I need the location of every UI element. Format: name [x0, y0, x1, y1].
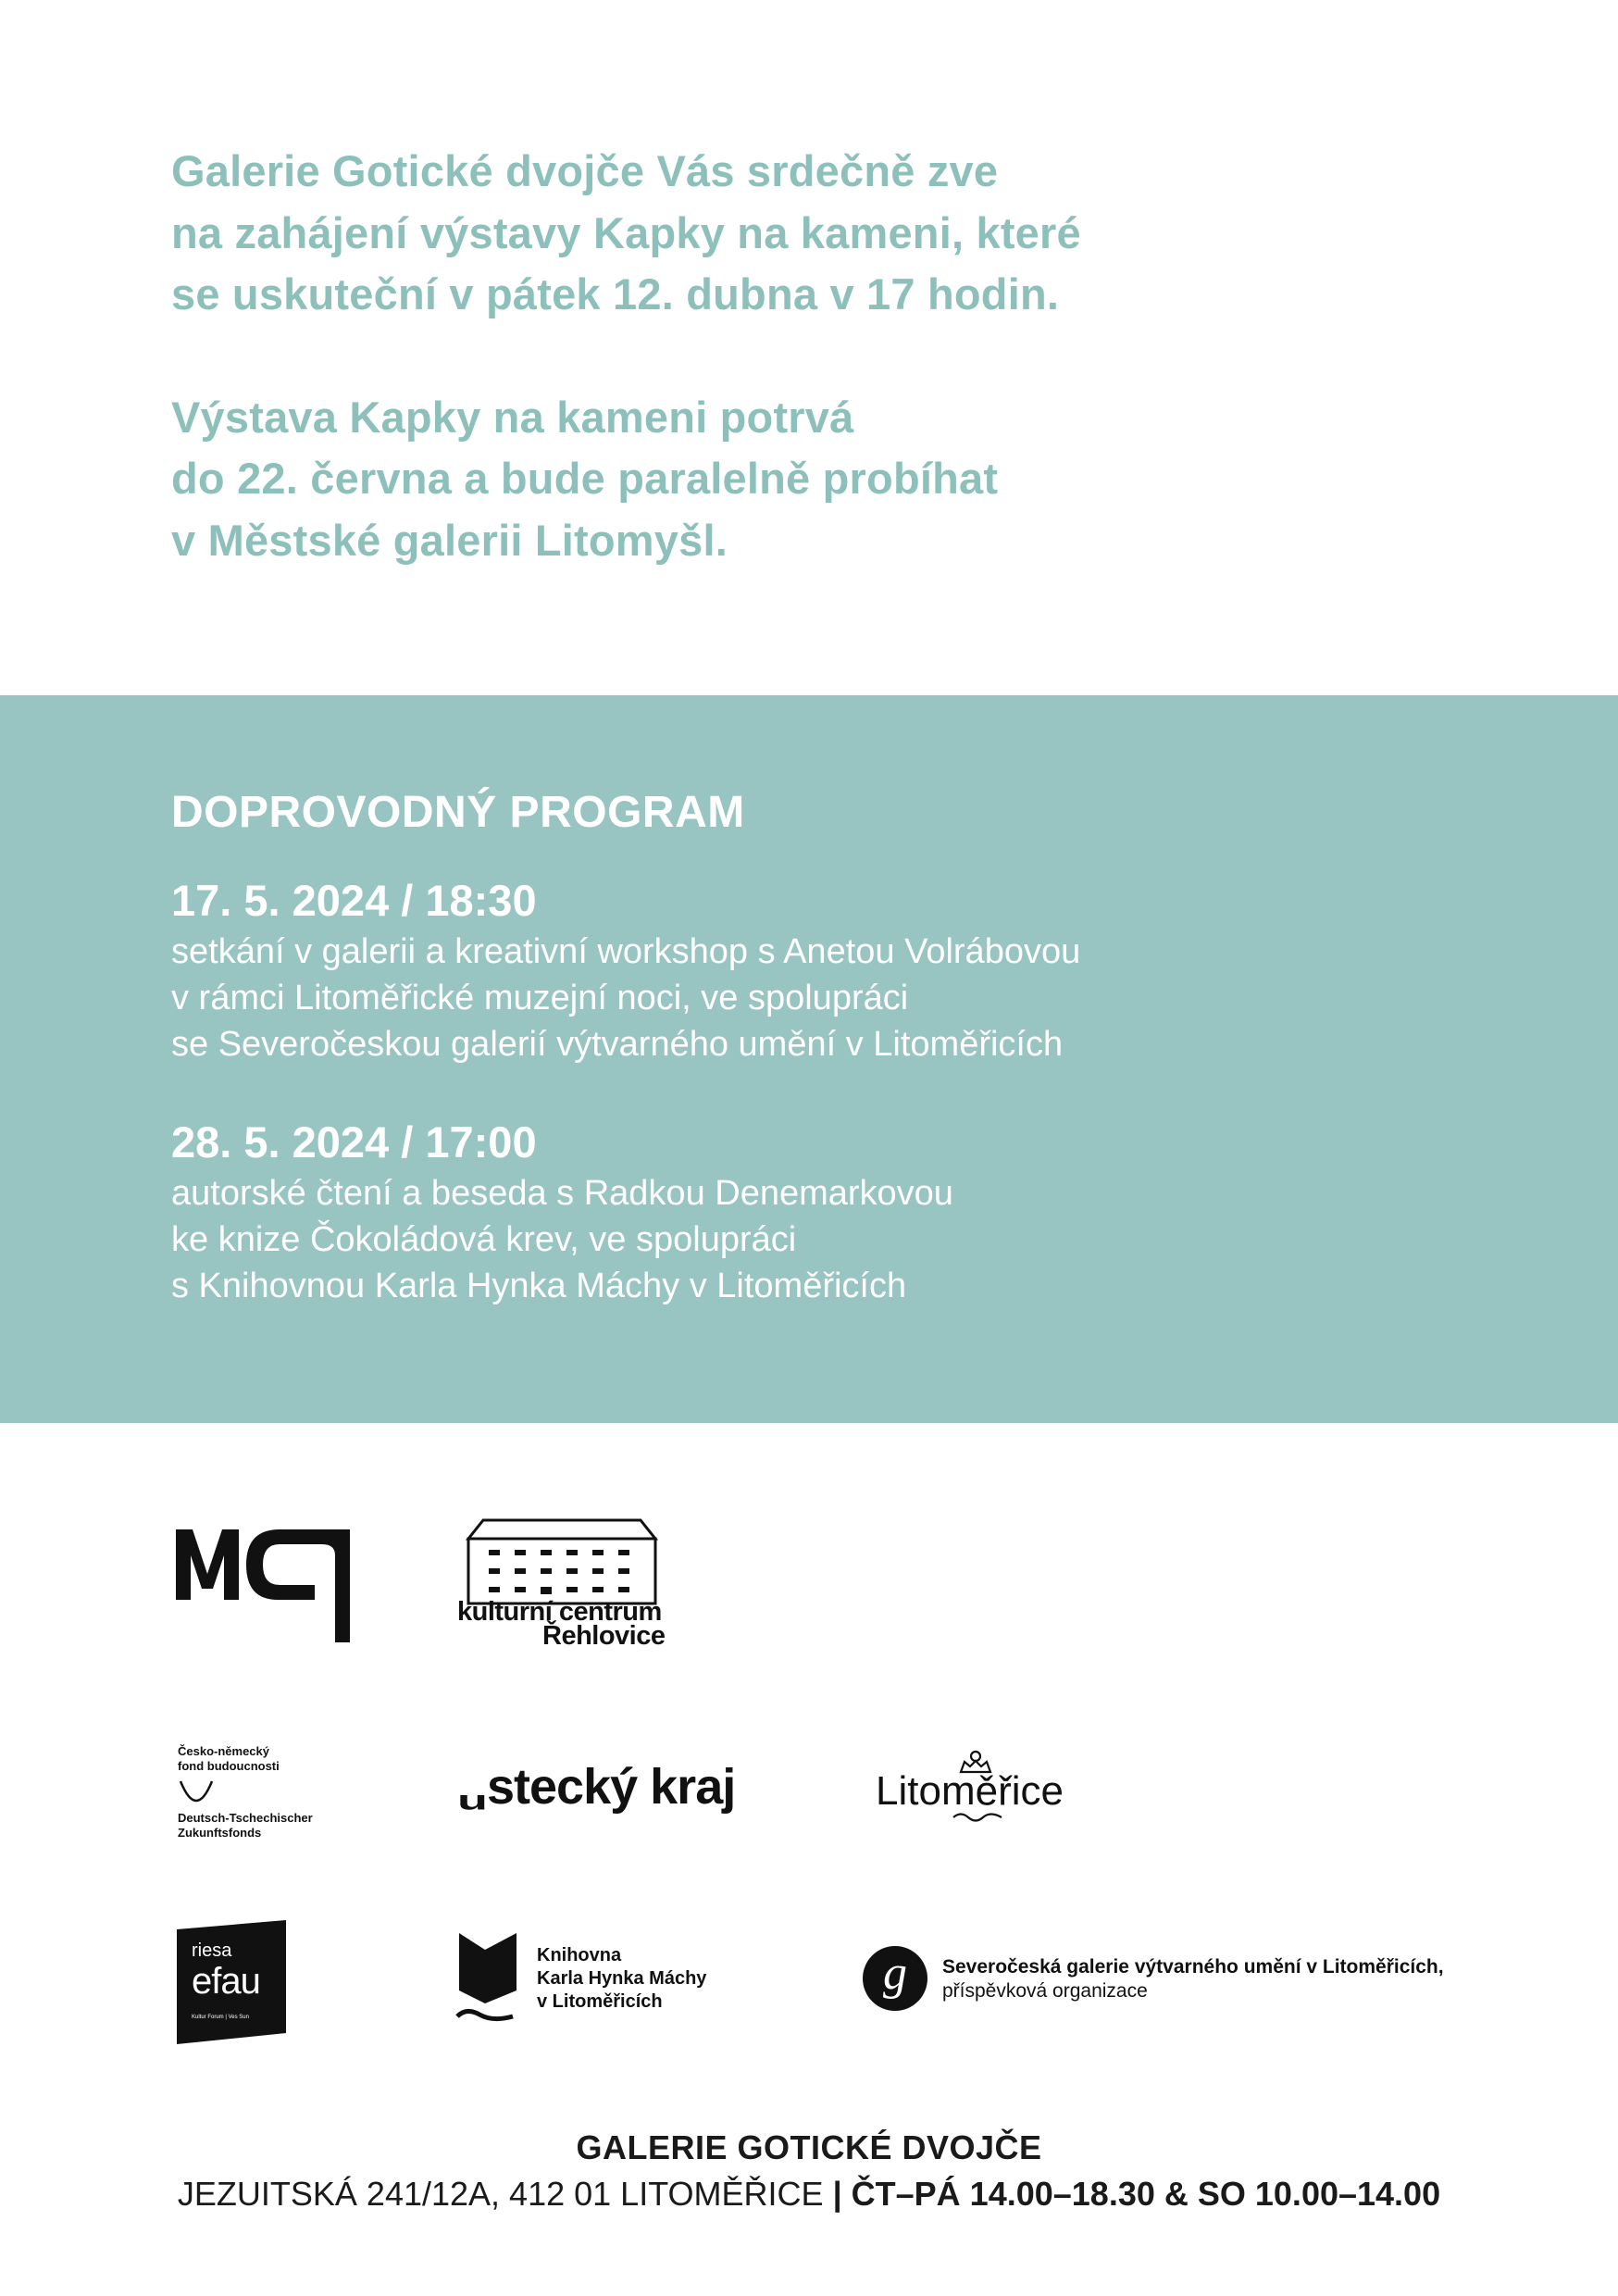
mg-logo — [176, 1529, 352, 1642]
program-heading: DOPROVODNÝ PROGRAM — [171, 788, 745, 837]
fond-line-1: Česko-německý — [178, 1744, 269, 1758]
knihovna-line-3: v Litoměřicích — [537, 1991, 663, 2012]
knihovna-line-2: Karla Hynka Máchy — [537, 1968, 707, 1989]
event-line: s Knihovnou Karla Hynka Máchy v Litoměřicích — [171, 1267, 907, 1305]
fond-logo — [178, 1744, 363, 1846]
svu-line-1: Severočeská galerie výtvarného umění v Litoměřicích, — [942, 1956, 1444, 1978]
ustecky-prefix: u — [457, 1784, 487, 1816]
gallery-address: JEZUITSKÁ 241/12A, 412 01 LITOMĚŘICE — [177, 2175, 824, 2213]
ustecky-text: stecký kraj — [487, 1759, 736, 1815]
knihovna-line-1: Knihovna — [537, 1945, 622, 1965]
ustecky-kraj-logo — [457, 1757, 735, 1822]
event-description — [171, 1170, 953, 1309]
litomerice-logo — [876, 1748, 1098, 1822]
invitation-paragraph-1 — [171, 141, 1513, 326]
intro-line: na zahájení výstavy Kapky na kameni, které — [171, 207, 1081, 257]
svu-logo — [863, 1946, 1455, 2015]
invitation-paragraph-2 — [171, 387, 1513, 572]
intro-line: do 22. června a bude paralelně probíhat — [171, 454, 999, 503]
event-description — [171, 929, 1080, 1067]
svu-line-2: příspěvková organizace — [942, 1980, 1148, 2002]
program-band — [0, 695, 1618, 1423]
intro-line: Výstava Kapky na kameni potrvá — [171, 392, 854, 442]
rehlovice-line-1: kulturní centrum — [457, 1597, 662, 1627]
svu-glyph: g — [883, 1947, 907, 2000]
litomerice-pre: Lito — [876, 1768, 941, 1814]
event-line: se Severočeskou galerií výtvarného umění v Litoměřicích — [171, 1025, 1064, 1064]
fond-line-4: Zukunftsfonds — [178, 1826, 262, 1840]
gallery-name: GALERIE GOTICKÉ DVOJČE — [576, 2128, 1042, 2166]
smile-arc-icon — [178, 1779, 215, 1803]
intro-line: Galerie Gotické dvojče Vás srdečně zve — [171, 146, 999, 195]
event-datetime: 28. 5. 2024 / 17:00 — [171, 1117, 537, 1167]
litomerice-post: ěřice — [975, 1768, 1064, 1814]
program-event — [171, 875, 1080, 1067]
event-datetime: 17. 5. 2024 / 18:30 — [171, 876, 537, 925]
invitation-text — [171, 141, 1513, 571]
building-icon — [455, 1518, 668, 1607]
rehlovice-line-2: Řehlovice — [542, 1621, 666, 1651]
footer — [0, 2126, 1618, 2218]
event-line: ke knize Čokoládová krev, ve spolupráci — [171, 1220, 797, 1259]
book-icon — [455, 1933, 520, 2026]
opening-hours: ČT–PÁ 14.00–18.30 & SO 10.00–14.00 — [851, 2175, 1441, 2213]
riesa-line-3: Kultur Forum | Ves Sun — [192, 2015, 249, 2020]
fond-line-2: fond budoucnosti — [178, 1759, 280, 1773]
rehlovice-logo — [455, 1518, 668, 1657]
riesa-line-2: efau — [192, 1961, 260, 2002]
riesa-efau-logo — [177, 1920, 288, 2046]
gallery-address-hours — [0, 2170, 1618, 2218]
intro-line: v Městské galerii Litomyšl. — [171, 515, 728, 565]
fond-line-3: Deutsch-Tschechischer — [178, 1811, 313, 1825]
litomerice-mid: m — [940, 1768, 976, 1814]
event-line: autorské čtení a beseda s Radkou Denemarkovou — [171, 1174, 953, 1213]
intro-line: se uskuteční v pátek 12. dubna v 17 hodin. — [171, 269, 1060, 318]
wave-icon — [952, 1811, 1003, 1824]
riesa-line-1: riesa — [192, 1940, 232, 1961]
event-line: setkání v galerii a kreativní workshop s Anetou Volrábovou — [171, 932, 1081, 971]
event-line: v rámci Litoměřické muzejní noci, ve spolupráci — [171, 979, 909, 1017]
mg-logo-icon — [176, 1529, 352, 1642]
program-event — [171, 1117, 953, 1309]
separator: | — [832, 2175, 842, 2213]
svu-g-icon — [863, 1946, 927, 2011]
knihovna-logo — [455, 1933, 752, 2026]
